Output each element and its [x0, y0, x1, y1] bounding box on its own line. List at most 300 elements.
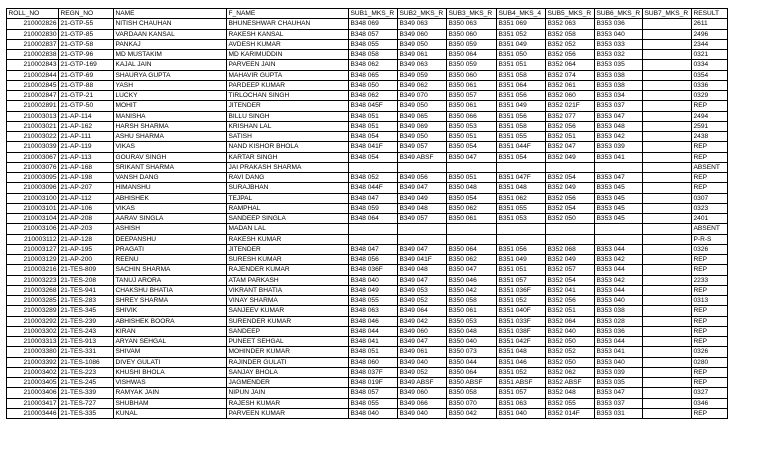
table-cell: 210003104	[7, 214, 59, 224]
table-cell: B352 050	[546, 214, 595, 224]
table-cell: 210003402	[7, 367, 59, 377]
table-cell: B351 058	[497, 121, 546, 131]
table-cell: B353 045	[595, 193, 643, 203]
table-cell: AARAV SINGLA	[114, 214, 227, 224]
table-row	[7, 29, 728, 39]
table-cell: B348 044F	[349, 183, 398, 193]
table-cell: B353 042	[595, 132, 643, 142]
table-cell: B353 039	[595, 142, 643, 152]
table-cell	[643, 408, 692, 418]
table-cell: B351 050	[497, 50, 546, 60]
table-cell: REP	[692, 285, 728, 295]
table-cell: 210003405	[7, 378, 59, 388]
table-cell	[643, 50, 692, 60]
table-cell: KIRAN	[114, 326, 227, 336]
table-cell: B353 044	[595, 337, 643, 347]
table-cell: VINAY SHARMA	[227, 296, 349, 306]
table-cell: 210003289	[7, 306, 59, 316]
table-cell: B353 041	[595, 152, 643, 162]
column-header: RESULT	[692, 9, 728, 19]
table-cell: 21-AP-203	[59, 224, 114, 234]
table-cell: 21-TES-335	[59, 408, 114, 418]
table-cell: B351 033F	[497, 316, 546, 326]
table-cell: B351 048	[497, 183, 546, 193]
table-cell: B352 021F	[546, 101, 595, 111]
table-cell: 21-AP-207	[59, 183, 114, 193]
table-cell: B350 040	[447, 337, 497, 347]
table-cell: DEEPANSHU	[114, 234, 227, 244]
table-cell: 210003417	[7, 398, 59, 408]
column-header: NAME	[114, 9, 227, 19]
table-cell: REP	[692, 306, 728, 316]
table-cell	[643, 183, 692, 193]
results-table	[6, 8, 728, 419]
table-cell: B349 063	[398, 19, 447, 29]
table-cell: 21-TES-345	[59, 306, 114, 316]
table-cell: B351 056	[497, 91, 546, 101]
table-cell: B350 054	[447, 193, 497, 203]
table-cell: B352 064	[546, 316, 595, 326]
table-cell	[643, 244, 692, 254]
table-cell: B351 054	[497, 152, 546, 162]
table-cell: B350 048	[447, 183, 497, 193]
table-cell: B348 055	[349, 398, 398, 408]
table-cell: B350 042	[447, 285, 497, 295]
table-cell	[643, 296, 692, 306]
table-cell: 210003022	[7, 132, 59, 142]
table-cell: 21-AP-106	[59, 203, 114, 213]
table-cell	[643, 337, 692, 347]
table-cell: 21-AP-111	[59, 132, 114, 142]
table-cell: 21-AP-113	[59, 152, 114, 162]
column-header: F_NAME	[227, 9, 349, 19]
table-cell: 21-GTP-58	[59, 39, 114, 49]
table-cell: B350 047	[447, 265, 497, 275]
table-cell: REP	[692, 142, 728, 152]
table-cell: VIKRANT BHATIA	[227, 285, 349, 295]
table-row	[7, 357, 728, 367]
table-cell: 210003268	[7, 285, 59, 295]
table-cell: B349 053	[398, 285, 447, 295]
table-cell	[643, 234, 692, 244]
table-cell	[349, 224, 398, 234]
table-cell	[643, 398, 692, 408]
table-cell: B350 059	[447, 39, 497, 49]
table-cell: B349 060	[398, 29, 447, 39]
table-cell: B351 069	[497, 19, 546, 29]
table-cell: B349 063	[398, 60, 447, 70]
table-cell: REP	[692, 378, 728, 388]
table-cell	[398, 162, 447, 172]
table-cell	[643, 39, 692, 49]
table-cell: B353 038	[595, 70, 643, 80]
table-cell: B353 036	[595, 326, 643, 336]
table-row	[7, 234, 728, 244]
table-cell: 210002837	[7, 39, 59, 49]
table-cell: B353 035	[595, 60, 643, 70]
table-cell	[643, 111, 692, 121]
header-row	[7, 9, 728, 19]
table-cell: 210003101	[7, 203, 59, 213]
table-cell: B349 047	[398, 183, 447, 193]
table-cell: B348 065	[349, 70, 398, 80]
table-cell: 21-GTP-21	[59, 91, 114, 101]
table-cell: 21-GTP-96	[59, 50, 114, 60]
table-cell: B349 056	[398, 173, 447, 183]
table-cell: 210003302	[7, 326, 59, 336]
table-cell	[643, 60, 692, 70]
table-cell: SHUBHAM	[114, 398, 227, 408]
table-cell: REP	[692, 265, 728, 275]
table-row	[7, 255, 728, 265]
table-cell	[398, 234, 447, 244]
table-cell	[643, 121, 692, 131]
table-cell	[447, 162, 497, 172]
table-cell: B351 055	[497, 132, 546, 142]
table-cell: VIKAS	[114, 142, 227, 152]
column-header: REGN_NO	[59, 9, 114, 19]
table-cell: B351 048	[497, 347, 546, 357]
table-cell: KHUSHI BHOLA	[114, 367, 227, 377]
column-header: SUB1_MKS_R	[349, 9, 398, 19]
table-cell: B350 058	[447, 296, 497, 306]
table-row	[7, 111, 728, 121]
table-cell: B352 064	[546, 60, 595, 70]
table-cell: B349 047	[398, 337, 447, 347]
table-cell: 210002891	[7, 101, 59, 111]
table-cell: B350 051	[447, 132, 497, 142]
table-cell: MAHAVIR GUPTA	[227, 70, 349, 80]
table-cell: 21-GTP-169	[59, 60, 114, 70]
table-cell: 210003100	[7, 193, 59, 203]
table-cell: B348 062	[349, 60, 398, 70]
table-cell: B351 040F	[497, 306, 546, 316]
table-cell: B353 040	[595, 357, 643, 367]
table-cell: B352 ABSF	[546, 378, 595, 388]
table-cell: 210003285	[7, 296, 59, 306]
table-cell: B348 052	[349, 173, 398, 183]
table-cell: B353 045	[595, 214, 643, 224]
table-cell: GOURAV SINGH	[114, 152, 227, 162]
table-cell: B353 036	[595, 19, 643, 29]
table-row	[7, 306, 728, 316]
table-cell: 21-TES-239	[59, 316, 114, 326]
table-cell: B352 014F	[546, 408, 595, 418]
table-cell: B353 045	[595, 183, 643, 193]
table-cell: B348 056	[349, 255, 398, 265]
table-cell: B351 055	[497, 203, 546, 213]
table-cell: B353 041	[595, 347, 643, 357]
table-cell	[643, 132, 692, 142]
table-cell: B353 042	[595, 255, 643, 265]
table-cell	[643, 101, 692, 111]
table-cell: B351 057	[497, 388, 546, 398]
table-cell: B352 060	[546, 91, 595, 101]
table-cell: SATISH	[227, 132, 349, 142]
table-cell: REP	[692, 152, 728, 162]
table-row	[7, 70, 728, 80]
table-cell: B348 046	[349, 316, 398, 326]
table-cell: PARVEEN JAIN	[227, 60, 349, 70]
table-cell: 21-TES-331	[59, 347, 114, 357]
table-cell: B350 054	[447, 142, 497, 152]
table-cell: NIPUN JAIN	[227, 388, 349, 398]
table-cell: B353 038	[595, 80, 643, 90]
table-cell: B351 052	[497, 29, 546, 39]
table-cell: MOHINDER KUMAR	[227, 347, 349, 357]
table-cell	[643, 142, 692, 152]
table-cell: 21-AP-112	[59, 193, 114, 203]
table-cell: 210003076	[7, 162, 59, 172]
table-cell: RAJENDER KUMAR	[227, 265, 349, 275]
table-cell: B352 077	[546, 111, 595, 121]
table-cell: JAGMENDER	[227, 378, 349, 388]
table-cell	[643, 316, 692, 326]
table-cell: B348 041F	[349, 142, 398, 152]
table-cell: B348 040	[349, 275, 398, 285]
table-cell: REP	[692, 255, 728, 265]
table-cell: JAI PRAKASH SHARMA	[227, 162, 349, 172]
table-cell: 2438	[692, 132, 728, 142]
table-cell: REP	[692, 183, 728, 193]
table-cell	[643, 326, 692, 336]
table-cell: B350 061	[447, 101, 497, 111]
table-cell: B350 064	[447, 367, 497, 377]
table-cell: B351 046	[497, 357, 546, 367]
table-cell: B351 063	[497, 398, 546, 408]
table-cell: 0321	[692, 50, 728, 60]
table-cell: 210003127	[7, 244, 59, 254]
table-cell: 2344	[692, 39, 728, 49]
table-cell: B349 061	[398, 347, 447, 357]
table-cell: MD KARIMUDDIN	[227, 50, 349, 60]
table-cell: B352 062	[546, 367, 595, 377]
table-cell: B353 035	[595, 378, 643, 388]
table-row	[7, 347, 728, 357]
table-cell: B352 068	[546, 244, 595, 254]
table-cell	[447, 234, 497, 244]
table-cell: B352 052	[546, 347, 595, 357]
table-cell	[643, 80, 692, 90]
table-cell: ABHISHEK BOORA	[114, 316, 227, 326]
table-cell: B349 050	[398, 101, 447, 111]
table-cell: SANDEEP	[227, 326, 349, 336]
table-cell: B349 048	[398, 265, 447, 275]
table-cell: 210002830	[7, 29, 59, 39]
table-cell: VARDAAN KANSAL	[114, 29, 227, 39]
table-row	[7, 296, 728, 306]
table-cell: 210002843	[7, 60, 59, 70]
table-cell: JITENDER	[227, 101, 349, 111]
table-cell: B348 055	[349, 296, 398, 306]
table-cell: B349 049	[398, 193, 447, 203]
table-cell: 2233	[692, 275, 728, 285]
table-cell	[643, 214, 692, 224]
table-cell: 0326	[692, 244, 728, 254]
table-cell: 21-TES-913	[59, 337, 114, 347]
column-header: SUB7_MKS_R	[643, 9, 692, 19]
table-cell: 0346	[692, 398, 728, 408]
table-row	[7, 39, 728, 49]
table-cell: B351 ABSF	[497, 378, 546, 388]
table-cell: B349 061	[398, 50, 447, 60]
table-cell: B352 058	[546, 29, 595, 39]
table-row	[7, 91, 728, 101]
table-cell: B353 044	[595, 285, 643, 295]
table-cell: 21-AP-168	[59, 162, 114, 172]
table-cell: B352 047	[546, 142, 595, 152]
table-cell: B351 056	[497, 111, 546, 121]
table-cell: RAVI DANG	[227, 173, 349, 183]
table-cell: B350 061	[447, 306, 497, 316]
table-cell: 210002845	[7, 80, 59, 90]
table-cell: B352 055	[546, 398, 595, 408]
table-cell: 0323	[692, 203, 728, 213]
table-cell: 210002826	[7, 19, 59, 29]
table-cell: JITENDER	[227, 244, 349, 254]
table-cell: B350 042	[447, 408, 497, 418]
table-cell: B348 063	[349, 306, 398, 316]
table-cell: ABSENT	[692, 162, 728, 172]
table-cell: B351 036F	[497, 285, 546, 295]
table-cell: B353 045	[595, 203, 643, 213]
table-cell: B352 063	[546, 19, 595, 29]
table-cell	[643, 285, 692, 295]
table-cell: RAJINDER GULATI	[227, 357, 349, 367]
table-cell: SHREY SHARMA	[114, 296, 227, 306]
table-cell: B349 066	[398, 398, 447, 408]
table-cell: SANJEEV KUMAR	[227, 306, 349, 316]
table-cell: RAKESH KUMAR	[227, 234, 349, 244]
table-cell: PARVEEN KUMAR	[227, 408, 349, 418]
table-cell: B353 037	[595, 398, 643, 408]
table-cell: 210003216	[7, 265, 59, 275]
table-cell: 210003021	[7, 121, 59, 131]
table-cell: 2611	[692, 19, 728, 29]
table-cell: B352 054	[546, 203, 595, 213]
table-row	[7, 142, 728, 152]
table-cell: 21-TES-727	[59, 398, 114, 408]
table-cell: PANKAJ	[114, 39, 227, 49]
table-cell: B353 047	[595, 173, 643, 183]
table-cell: B350 062	[447, 255, 497, 265]
table-cell	[595, 224, 643, 234]
table-row	[7, 285, 728, 295]
table-cell: 21-TES-339	[59, 388, 114, 398]
table-row	[7, 152, 728, 162]
table-cell: B351 057	[497, 275, 546, 285]
table-cell	[546, 162, 595, 172]
table-cell: CHAKSHU BHATIA	[114, 285, 227, 295]
column-header: ROLL_NO	[7, 9, 59, 19]
table-cell: B353 037	[595, 101, 643, 111]
table-cell: VANSH DANG	[114, 173, 227, 183]
table-cell: 0326	[692, 347, 728, 357]
table-cell: B349 047	[398, 244, 447, 254]
table-cell: KUNAL	[114, 408, 227, 418]
table-row	[7, 80, 728, 90]
table-cell: B352 050	[546, 357, 595, 367]
table-cell	[349, 234, 398, 244]
table-cell	[546, 234, 595, 244]
table-cell: 0334	[692, 60, 728, 70]
column-header: SUB5_MKS_R	[546, 9, 595, 19]
table-cell: 21-TES-941	[59, 285, 114, 295]
table-cell: RAMYAK JAIN	[114, 388, 227, 398]
table-cell	[497, 162, 546, 172]
table-cell: 21-GTP-85	[59, 29, 114, 39]
table-cell: B353 033	[595, 39, 643, 49]
table-cell: KARTAR SINGH	[227, 152, 349, 162]
table-cell: B349 040	[398, 408, 447, 418]
table-cell: B350 044	[447, 357, 497, 367]
table-cell: B348 051	[349, 347, 398, 357]
table-cell: NITISH CHAUHAN	[114, 19, 227, 29]
table-cell	[497, 234, 546, 244]
table-cell: B352 056	[546, 121, 595, 131]
table-cell	[349, 162, 398, 172]
table-cell: B352 056	[546, 296, 595, 306]
table-cell: ATAM PARKASH	[227, 275, 349, 285]
table-cell: B350 061	[447, 214, 497, 224]
table-cell: REP	[692, 337, 728, 347]
table-row	[7, 19, 728, 29]
table-cell: B348 040	[349, 408, 398, 418]
table-cell: MANISHA	[114, 111, 227, 121]
table-row	[7, 275, 728, 285]
table-cell: B353 028	[595, 316, 643, 326]
table-cell: 21-GTP-88	[59, 80, 114, 90]
table-row	[7, 378, 728, 388]
table-cell: B352 050	[546, 337, 595, 347]
table-cell: B353 048	[595, 121, 643, 131]
table-cell: B353 039	[595, 367, 643, 377]
table-cell	[643, 265, 692, 275]
table-cell: SHAURYA GUPTA	[114, 70, 227, 80]
table-row	[7, 265, 728, 275]
table-cell	[643, 91, 692, 101]
table-cell: B348 045F	[349, 101, 398, 111]
table-cell: 210002844	[7, 70, 59, 80]
table-cell: KAJAL JAIN	[114, 60, 227, 70]
table-cell: SRIKANT SHARMA	[114, 162, 227, 172]
table-cell: B353 047	[595, 388, 643, 398]
table-cell: REENU	[114, 255, 227, 265]
table-cell: B349 050	[398, 39, 447, 49]
table-cell: B348 055	[349, 39, 398, 49]
table-cell: REP	[692, 173, 728, 183]
table-cell: 21-TES-243	[59, 326, 114, 336]
table-cell: B352 049	[546, 183, 595, 193]
table-cell: B351 049	[497, 255, 546, 265]
table-cell: 21-AP-195	[59, 244, 114, 254]
table-cell: B352 041	[546, 285, 595, 295]
table-cell: B349 048	[398, 203, 447, 213]
table-cell: B348 062	[349, 91, 398, 101]
table-cell: B350 064	[447, 244, 497, 254]
table-cell: B349 060	[398, 388, 447, 398]
table-cell: REP	[692, 316, 728, 326]
table-row	[7, 316, 728, 326]
table-row	[7, 408, 728, 418]
table-cell: REP	[692, 326, 728, 336]
table-cell: 210003392	[7, 357, 59, 367]
table-cell: 2591	[692, 121, 728, 131]
table-cell: PUNEET SEHGAL	[227, 337, 349, 347]
table-row	[7, 388, 728, 398]
table-cell: B351 042F	[497, 337, 546, 347]
table-cell: B350 ABSF	[447, 378, 497, 388]
